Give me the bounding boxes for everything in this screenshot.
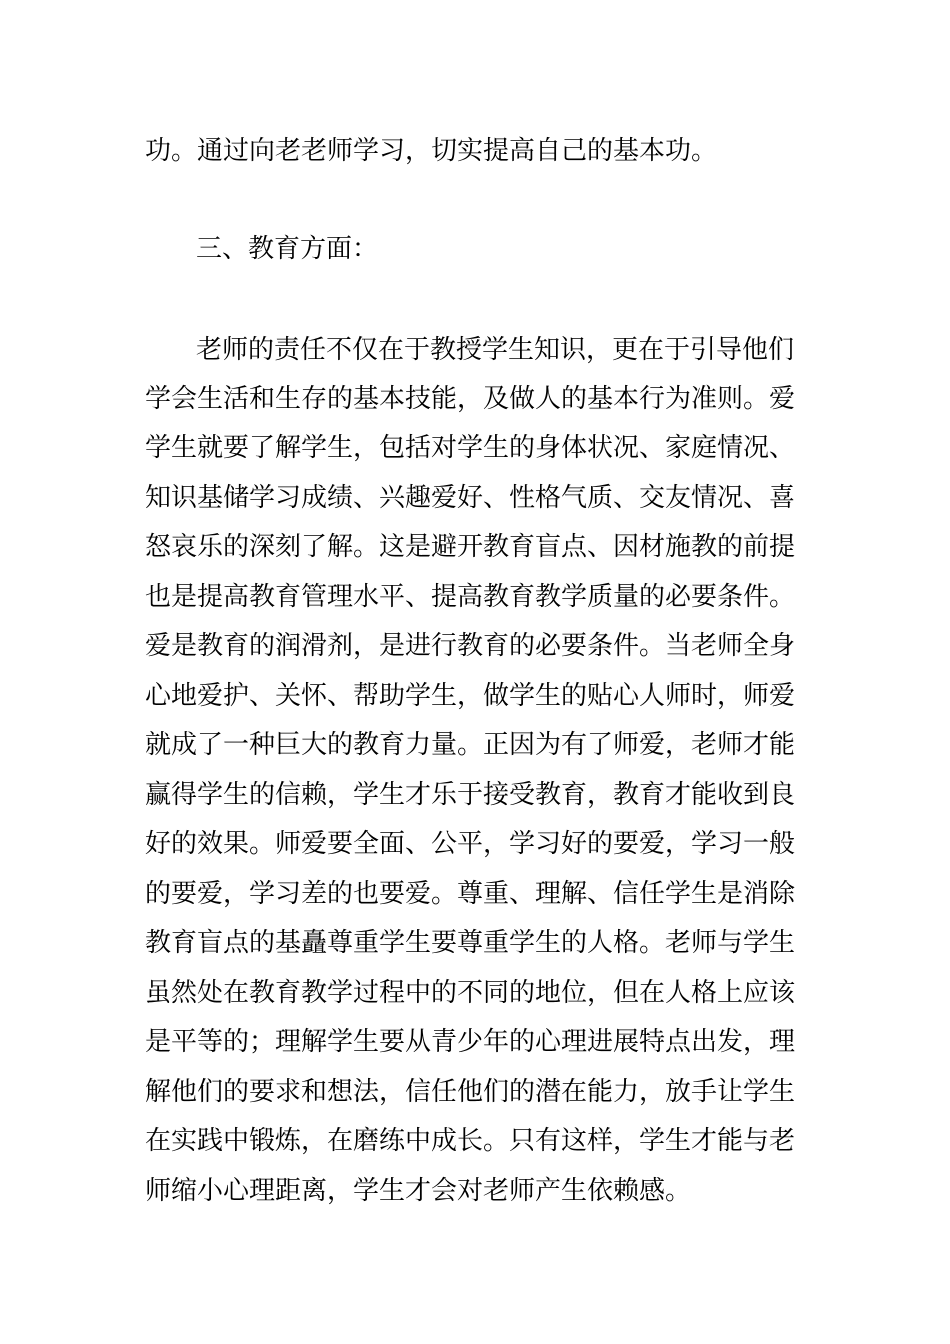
paragraph-line: 学会生活和生存的基本技能，及做人的基本行为准则。爱 xyxy=(145,384,796,414)
paragraph-line: 爱是教育的润滑剂，是进行教育的必要条件。当老师全身 xyxy=(145,631,796,661)
section-heading: 三、教育方面： xyxy=(196,234,379,264)
paragraph-line: 就成了一种巨大的教育力量。正因为有了师爱，老师才能 xyxy=(145,730,796,760)
paragraph-line: 也是提高教育管理水平、提高教育教学质量的必要条件。 xyxy=(145,582,796,612)
paragraph-line: 心地爱护、关怀、帮助学生，做学生的贴心人师时，师爱 xyxy=(145,681,796,711)
paragraph-line: 好的效果。师爱要全面、公平，学习好的要爱，学习一般 xyxy=(145,829,796,859)
paragraph-line: 怒哀乐的深刻了解。这是避开教育盲点、因材施教的前提 xyxy=(145,532,796,562)
paragraph-line: 的要爱，学习差的也要爱。尊重、理解、信任学生是消除 xyxy=(145,879,796,909)
paragraph-line: 在实践中锻炼，在磨练中成长。只有这样，学生才能与老 xyxy=(145,1126,796,1156)
paragraph-line: 老师的责任不仅在于教授学生知识，更在于引导他们 xyxy=(196,335,795,365)
paragraph-line: 师缩小心理距离，学生才会对老师产生依赖感。 xyxy=(145,1176,692,1206)
paragraph-line: 解他们的要求和想法，信任他们的潜在能力，放手让学生 xyxy=(145,1077,796,1107)
paragraph-line: 教育盲点的基矗尊重学生要尊重学生的人格。老师与学生 xyxy=(145,928,796,958)
paragraph-line: 赢得学生的信赖，学生才乐于接受教育，教育才能收到良 xyxy=(145,780,796,810)
paragraph-line: 学生就要了解学生，包括对学生的身体状况、家庭情况、 xyxy=(145,433,796,463)
paragraph-line: 功。通过向老老师学习，切实提高自己的基本功。 xyxy=(145,136,718,166)
paragraph-line: 知识基储学习成绩、兴趣爱好、性格气质、交友情况、喜 xyxy=(145,483,796,513)
paragraph-line: 是平等的；理解学生要从青少年的心理进展特点出发，理 xyxy=(145,1027,796,1057)
paragraph-line: 虽然处在教育教学过程中的不同的地位，但在人格上应该 xyxy=(145,978,796,1008)
